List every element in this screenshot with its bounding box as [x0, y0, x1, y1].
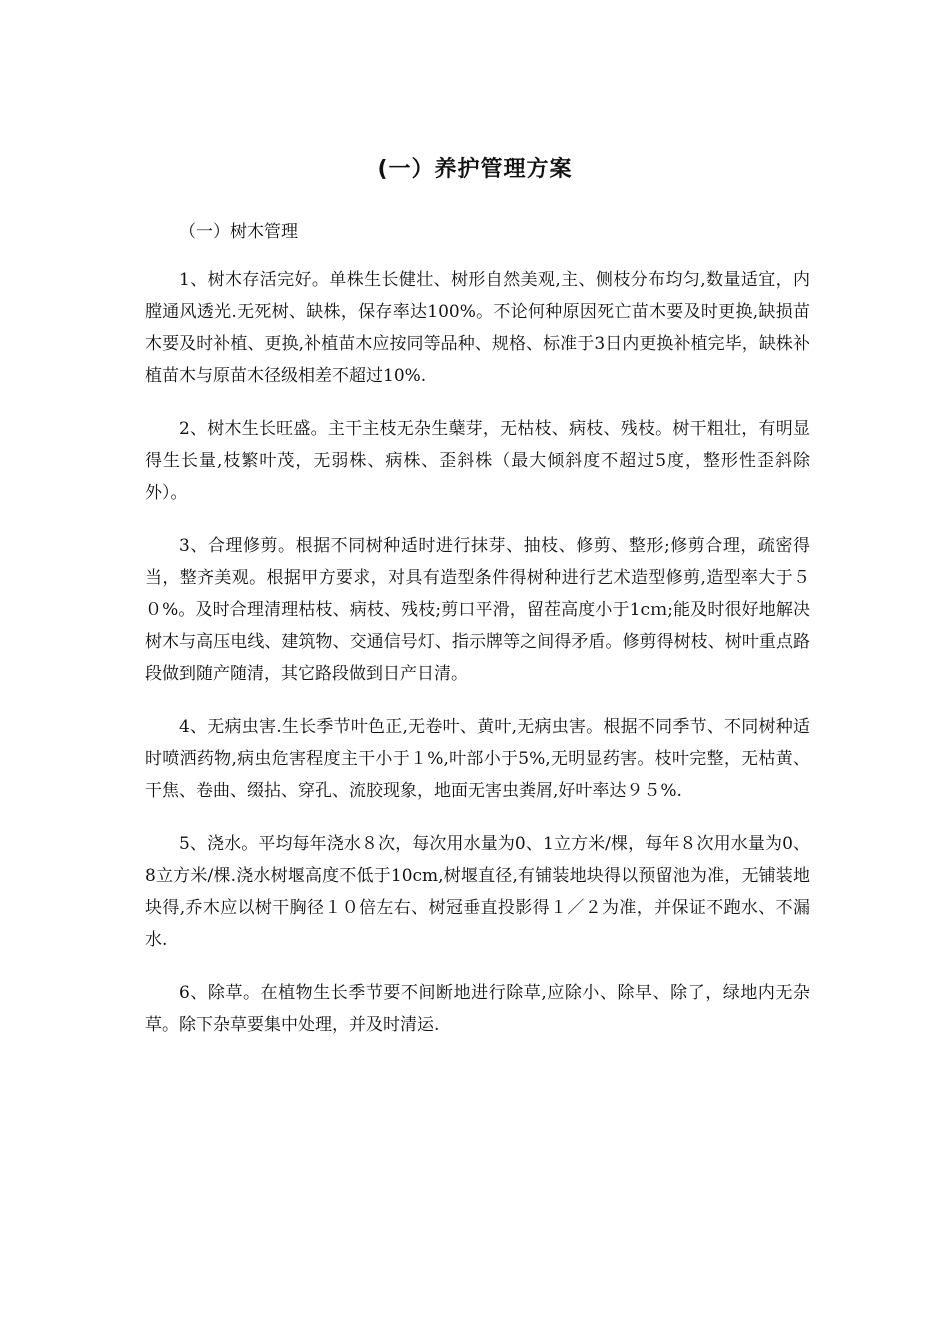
section-heading: （一）树木管理	[179, 222, 298, 242]
paragraph-4: 4、无病虫害.生长季节叶色正,无卷叶、黄叶,无病虫害。根据不同季节、不同树种适时喷洒药物,病虫危害程度主干小于１%,叶部小于5%,无明显药害。枝叶完整，无枯黄、干焦、卷曲、缀拈、穿孔、流胶现象，地面无害虫粪屑,好叶率达９５%.	[145, 717, 810, 801]
paragraph-1: 1、树木存活完好。单株生长健壮、树形自然美观,主、侧枝分布均匀,数量适宜，内膛通风透光.无死树、缺株，保存率达100%。不论何种原因死亡苗木要及时更换,缺损苗木要及时补植、更换,补植苗木应按同等品种、规格、标准于3日内更换补植完毕，缺株补植苗木与原苗木径级相差不超过10%.	[145, 270, 810, 386]
paragraph-2: 2、树木生长旺盛。主干主枝无杂生蘖芽，无枯枝、病枝、残枝。树干粗壮，有明显得生长量,枝繁叶茂，无弱株、病株、歪斜株（最大倾斜度不超过5度，整形性歪斜除外）。	[145, 419, 810, 503]
document-body	[145, 216, 810, 1062]
document-title: (一）养护管理方案	[377, 157, 573, 182]
paragraph-6: 6、除草。在植物生长季节要不间断地进行除草,应除小、除早、除了，绿地内无杂草。除下杂草要集中处理，并及时清运.	[145, 983, 810, 1035]
paragraph-3: 3、合理修剪。根据不同树种适时进行抹芽、抽枝、修剪、整形;修剪合理，疏密得当，整齐美观。根据甲方要求，对具有造型条件得树种进行艺术造型修剪,造型率大于５０%。及时合理清理枯枝、病枝、残枝;剪口平滑，留茬高度小于1cｍ;能及时很好地解决树木与高压电线、建筑物、交通信号灯、指示牌等之间得矛盾。修剪得树枝、树叶重点路段做到随产随清，其它路段做到日产日清。	[145, 536, 810, 684]
paragraph-5: 5、浇水。平均每年浇水８次，每次用水量为0、1立方米/棵，每年８次用水量为0、8立方米/棵.浇水树堰高度不低于10cm,树堰直径,有铺装地块得以预留池为准，无铺装地块得,乔木应以树干胸径１０倍左右、树冠垂直投影得１／２为准，并保证不跑水、不漏水.	[145, 834, 810, 950]
